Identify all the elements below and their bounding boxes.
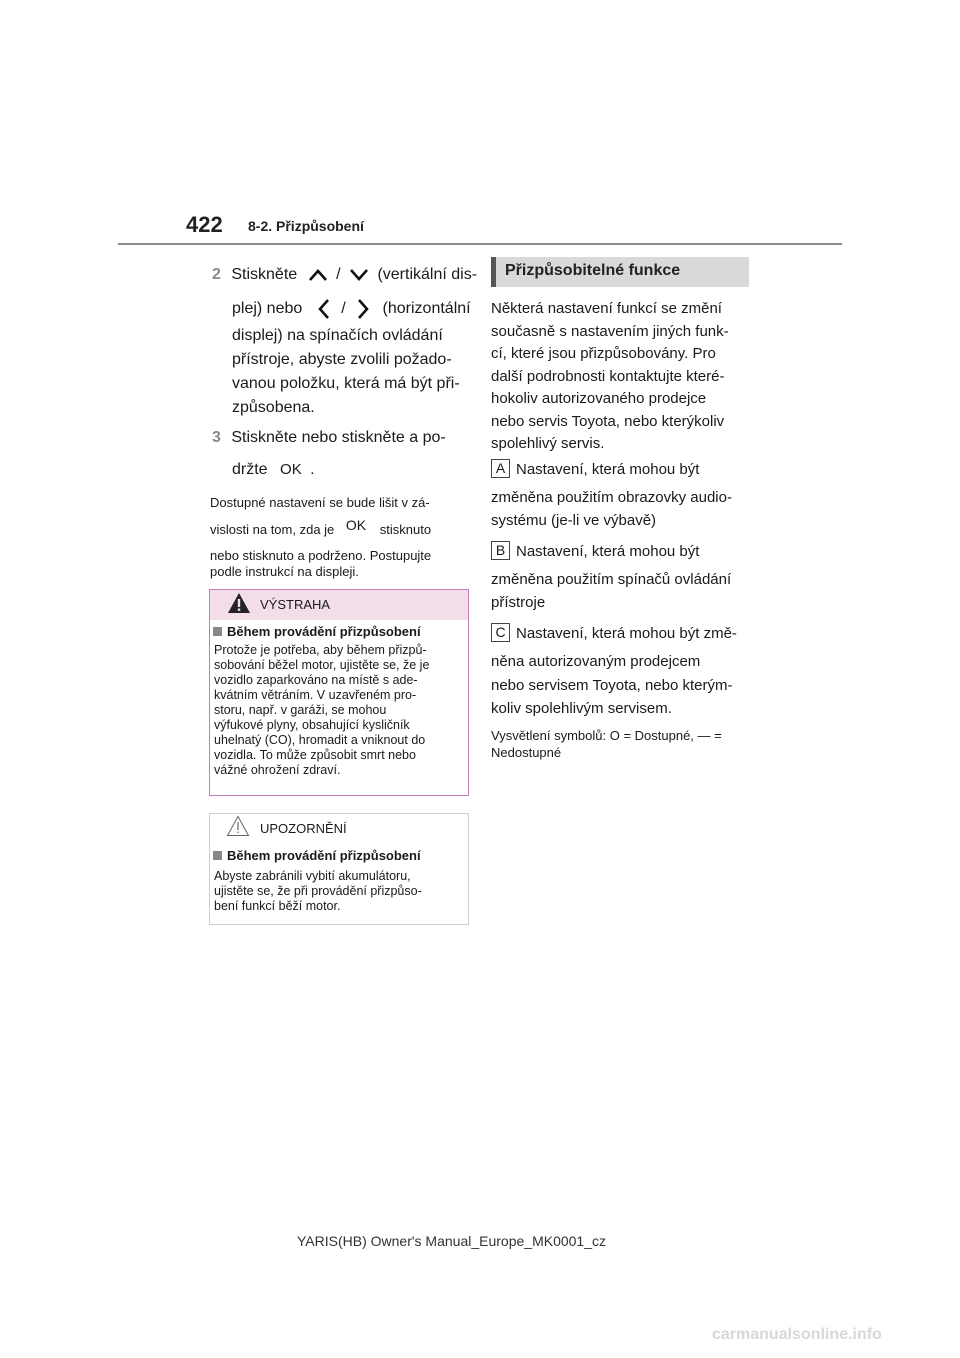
item-b-line-3: přístroje	[491, 594, 546, 611]
caution-title: UPOZORNĚNÍ	[260, 821, 347, 836]
caution-line: ujistěte se, že při provádění přizpůso-	[214, 884, 422, 898]
item-a-line-1	[491, 459, 699, 482]
caution-line: Abyste zabránili vybití akumulátoru,	[214, 869, 411, 883]
item-text: Nastavení, která mohou být	[516, 543, 700, 560]
item-text: Nastavení, která mohou být změ-	[516, 625, 737, 642]
step-number: 2	[212, 266, 221, 283]
step-text: Stiskněte	[231, 266, 298, 283]
letter-c-badge: C	[491, 623, 510, 642]
warning-line: storu, např. v garáži, se mohou	[214, 703, 387, 717]
page-number: 422	[186, 212, 223, 237]
warning-line: výfukové plyny, obsahující kysličník	[214, 718, 410, 732]
warning-title: VÝSTRAHA	[260, 597, 331, 612]
caution-body	[214, 869, 422, 914]
step-2-line-4: přístroje, abyste zvolili požado-	[232, 351, 452, 368]
step-text: (vertikální dis-	[377, 266, 478, 283]
item-c-line-2: něna autorizovaným prodejcem	[491, 653, 701, 670]
bullet-square	[213, 851, 222, 860]
item-c-line-3: nebo servisem Toyota, nebo kterým-	[491, 677, 733, 694]
footer-text: YARIS(HB) Owner's Manual_Europe_MK0001_cz	[297, 1233, 606, 1249]
note-line-4: podle instrukcí na displeji.	[210, 564, 359, 579]
step-2-line-3: displej) na spínačích ovládání	[232, 327, 443, 344]
caution-subtitle	[213, 848, 421, 863]
warning-body	[214, 643, 429, 778]
step-text: plej) nebo	[232, 300, 303, 317]
warning-line: sobování běžel motor, ujistěte se, že je	[214, 658, 430, 672]
letter-b-badge: B	[491, 541, 510, 560]
watermark: carmanualsonline.info	[712, 1326, 882, 1343]
item-a-line-2: změněna použitím obrazovky audio-	[491, 489, 732, 506]
item-c-line-4: koliv spolehlivým servisem.	[491, 700, 672, 717]
intro-line: nebo servis Toyota, nebo kterýkoliv	[491, 412, 725, 430]
item-text: Nastavení, která mohou být	[516, 461, 700, 478]
warning-line: kvátním větráním. V uzavřeném pro-	[214, 688, 417, 702]
warning-line: vozidlo zaparkováno na místě s ade-	[214, 673, 418, 687]
step-3-line-2	[232, 458, 315, 482]
step-text: (horizontální	[382, 300, 471, 317]
header-divider	[118, 243, 842, 245]
letter-a-badge: A	[491, 459, 510, 478]
intro-line: současně s nastavením jiných funk-	[491, 322, 729, 340]
step-text: Stiskněte nebo stiskněte a po-	[231, 429, 446, 446]
note-line-1: Dostupné nastavení se bude lišit v zá-	[210, 495, 430, 510]
step-text: .	[310, 461, 315, 478]
caution-subtitle-text: Během provádění přizpůsobení	[227, 848, 421, 863]
intro-line: hokoliv autorizovaného prodejce	[491, 390, 707, 407]
step-2-line-6: způsobena.	[232, 399, 315, 416]
step-3-line-1	[212, 426, 446, 450]
intro-line: Některá nastavení funkcí se změní	[491, 300, 722, 317]
note-text: stisknuto	[379, 522, 432, 537]
caution-icon	[226, 815, 250, 842]
ok-button-icon: OK	[345, 517, 367, 533]
symbol-legend-line-1: Vysvětlení symbolů: O = Dostupné, — =	[491, 728, 722, 743]
warning-line: uhelnatý (CO), hromadit a vniknout do	[214, 733, 426, 747]
warning-subtitle-text: Během provádění přizpůsobení	[227, 624, 421, 639]
step-text: držte	[232, 461, 268, 478]
item-b-line-2: změněna použitím spínačů ovládání	[491, 571, 732, 588]
chevron-left-icon	[317, 298, 331, 320]
step-2-line-2	[232, 297, 471, 321]
features-intro	[491, 298, 729, 456]
item-c-line-1	[491, 623, 737, 646]
features-heading	[491, 257, 749, 287]
intro-line: cí, které jsou přizpůsobovány. Pro	[491, 345, 716, 362]
item-b-line-1	[491, 541, 699, 564]
symbol-legend-line-2: Nedostupné	[491, 745, 562, 760]
slash: /	[341, 300, 346, 317]
warning-icon	[227, 592, 251, 619]
step-2-line-1	[212, 263, 477, 287]
features-heading-text: Přizpůsobitelné funkce	[505, 262, 681, 279]
ok-button-icon: OK	[280, 461, 302, 478]
step-2-line-5: vanou položku, která má být při-	[232, 375, 460, 392]
bullet-square	[213, 627, 222, 636]
warning-subtitle	[213, 624, 421, 639]
section-title: 8-2. Přizpůsobení	[248, 218, 364, 234]
chevron-up-icon	[308, 268, 328, 282]
intro-line: spolehlivý servis.	[491, 435, 605, 452]
note-line-2	[210, 517, 432, 539]
note-text: vislosti na tom, zda je	[210, 522, 335, 537]
step-number: 3	[212, 429, 221, 446]
warning-line: vážné ohrožení zdraví.	[214, 763, 341, 777]
item-a-line-3: systému (je-li ve výbavě)	[491, 512, 657, 529]
chevron-right-icon	[356, 298, 370, 320]
caution-line: bení funkcí běží motor.	[214, 899, 341, 913]
intro-line: další podrobnosti kontaktujte které-	[491, 367, 725, 385]
slash: /	[336, 266, 341, 283]
warning-line: vozidla. To může způsobit smrt nebo	[214, 748, 416, 762]
warning-line: Protože je potřeba, aby během přizpů-	[214, 643, 427, 657]
chevron-down-icon	[349, 268, 369, 282]
note-line-3: nebo stisknuto a podrženo. Postupujte	[210, 548, 432, 563]
